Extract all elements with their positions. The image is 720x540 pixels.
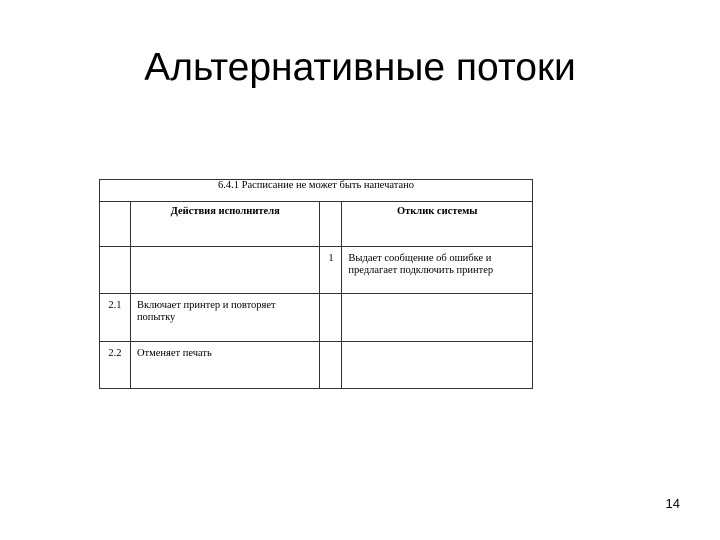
actor-step-number: 2.2 — [100, 342, 131, 389]
slide-title: Альтернативные потоки — [144, 46, 576, 89]
empty-cell — [342, 342, 533, 389]
table-title-row — [100, 180, 533, 202]
system-step-text: Выдает сообщение об ошибке и предлагает подключить принтер — [342, 247, 533, 294]
empty-cell — [320, 342, 342, 389]
empty-cell — [100, 202, 131, 247]
empty-cell — [100, 247, 131, 294]
actor-actions-header: Действия исполнителя — [130, 202, 320, 247]
system-step-number: 1 — [320, 247, 342, 294]
empty-cell — [320, 202, 342, 247]
table-row — [100, 294, 533, 342]
page-number: 14 — [665, 496, 680, 511]
empty-cell — [342, 294, 533, 342]
actor-step-text: Отменяет печать — [130, 342, 320, 389]
table-row — [100, 342, 533, 389]
empty-cell — [320, 294, 342, 342]
system-response-header: Отклик системы — [342, 202, 533, 247]
actor-step-text: Включает принтер и повторяет попытку — [130, 294, 320, 342]
table-caption: 6.4.1 Расписание не может быть напечатано — [100, 180, 533, 202]
actor-step-number: 2.1 — [100, 294, 131, 342]
empty-cell — [130, 247, 320, 294]
alternative-flows-table — [99, 179, 533, 389]
table-row — [100, 247, 533, 294]
table-header-row — [100, 202, 533, 247]
